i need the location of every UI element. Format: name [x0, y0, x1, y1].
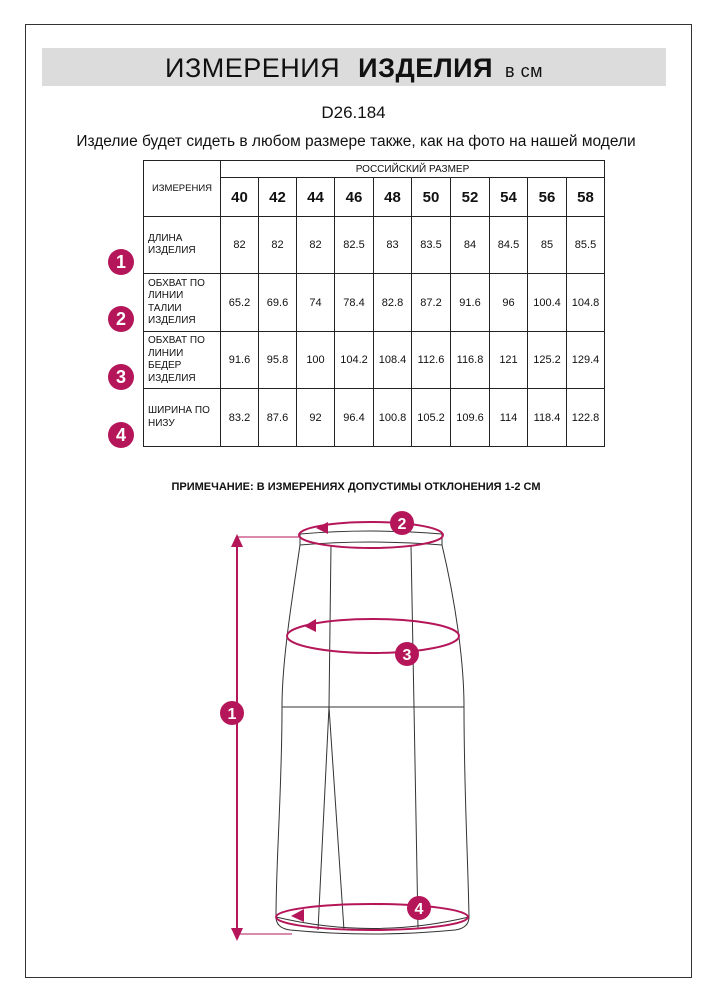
- table-cell: 87.6: [259, 389, 297, 447]
- table-cell: 118.4: [528, 389, 567, 447]
- row-label-line: ОБХВАТ ПО: [148, 277, 205, 289]
- size-header-cell: 56: [528, 178, 567, 217]
- size-header-cell: 58: [567, 178, 605, 217]
- table-cell: 91.6: [451, 274, 490, 332]
- hip-measure: [287, 619, 459, 653]
- table-cell: 74: [297, 274, 335, 332]
- table-cell: 83.2: [221, 389, 259, 447]
- row-label-line: ЛИНИИ: [148, 290, 184, 301]
- size-header-cell: 46: [335, 178, 374, 217]
- marker-2: [390, 511, 414, 535]
- table-cell: 69.6: [259, 274, 297, 332]
- table-cell: 125.2: [528, 332, 567, 389]
- row-badge: 1: [108, 249, 134, 275]
- table-cell: 91.6: [221, 332, 259, 389]
- table-cell: 83.5: [412, 217, 451, 274]
- table-cell: 92: [297, 389, 335, 447]
- table-cell: 96.4: [335, 389, 374, 447]
- row-label-line: ШИРИНА ПО: [148, 405, 210, 416]
- tolerance-note: ПРИМЕЧАНИЕ: В ИЗМЕРЕНИЯХ ДОПУСТИМЫ ОТКЛОНЕНИЯ 1-2 СМ: [171, 481, 541, 493]
- size-header-cell: 54: [490, 178, 528, 217]
- svg-text:2: 2: [397, 516, 407, 533]
- table-cell: 116.8: [451, 332, 490, 389]
- table-cell: 104.8: [567, 274, 605, 332]
- table-cell: 112.6: [412, 332, 451, 389]
- row-label-line: ИЗДЕЛИЯ: [148, 315, 196, 326]
- row-label-line: ИЗДЕЛИЯ: [148, 372, 196, 384]
- table-cell: 85: [528, 217, 567, 274]
- table-cell: 100.4: [528, 274, 567, 332]
- marker-3: [395, 642, 419, 666]
- title-part-2: ИЗДЕЛИЯ: [358, 53, 493, 83]
- row-badge: 4: [108, 422, 134, 448]
- marker-4: [407, 896, 431, 920]
- table-cell: 84: [451, 217, 490, 274]
- marker-1: [220, 701, 244, 725]
- size-header-cell: 40: [221, 178, 259, 217]
- measurements-header: ИЗМЕРЕНИЯ: [144, 161, 221, 217]
- fit-subtitle: Изделие будет сидеть в любом размере также, как на фото на нашей модели: [76, 133, 636, 150]
- diagram-markers: [220, 511, 431, 920]
- table-cell: 100: [297, 332, 335, 389]
- row-label-line: ЛИНИИ: [148, 347, 184, 359]
- size-header-cell: 48: [374, 178, 412, 217]
- table-cell: 65.2: [221, 274, 259, 332]
- table-cell: 104.2: [335, 332, 374, 389]
- table-cell: 82: [259, 217, 297, 274]
- product-code: D26.184: [321, 103, 386, 122]
- row-label-line: ИЗДЕЛИЯ: [148, 245, 196, 256]
- table-cell: 82: [297, 217, 335, 274]
- table-cell: 122.8: [567, 389, 605, 447]
- row-badge: 2: [108, 306, 134, 332]
- size-header-cell: 44: [297, 178, 335, 217]
- table-cell: 84.5: [490, 217, 528, 274]
- svg-text:3: 3: [402, 647, 412, 664]
- row-label-line: ДЛИНА: [148, 232, 183, 244]
- table-cell: 121: [490, 332, 528, 389]
- table-cell: 105.2: [412, 389, 451, 447]
- table-cell: 82.8: [374, 274, 412, 332]
- size-header-cell: 52: [451, 178, 490, 217]
- table-cell: 95.8: [259, 332, 297, 389]
- table-cell: 108.4: [374, 332, 412, 389]
- row-label-line: НИЗУ: [148, 417, 175, 429]
- table-cell: 114: [490, 389, 528, 447]
- title-part-1: ИЗМЕРЕНИЯ: [165, 53, 341, 83]
- title-part-3: в см: [505, 61, 543, 81]
- table-cell: 83: [374, 217, 412, 274]
- row-label-line: БЕДЕР: [148, 360, 182, 371]
- hem-measure: [276, 904, 468, 930]
- row-label-line: ОБХВАТ ПО: [148, 335, 205, 346]
- table-cell: 82: [221, 217, 259, 274]
- svg-text:4: 4: [414, 901, 424, 918]
- table-cell: 85.5: [567, 217, 605, 274]
- length-measure: [231, 534, 300, 941]
- table-cell: 96: [490, 274, 528, 332]
- size-header-cell: 50: [412, 178, 451, 217]
- skirt-outline: [276, 531, 469, 934]
- table-cell: 109.6: [451, 389, 490, 447]
- waist-measure: [299, 522, 443, 548]
- row-label-line: ТАЛИИ: [148, 302, 182, 314]
- russian-size-header: РОССИЙСКИЙ РАЗМЕР: [221, 161, 605, 178]
- svg-text:1: 1: [227, 706, 237, 723]
- table-cell: 100.8: [374, 389, 412, 447]
- row-badge: 3: [108, 364, 134, 390]
- table-cell: 129.4: [567, 332, 605, 389]
- table-cell: 87.2: [412, 274, 451, 332]
- table-cell: 82.5: [335, 217, 374, 274]
- table-cell: 78.4: [335, 274, 374, 332]
- size-header-cell: 42: [259, 178, 297, 217]
